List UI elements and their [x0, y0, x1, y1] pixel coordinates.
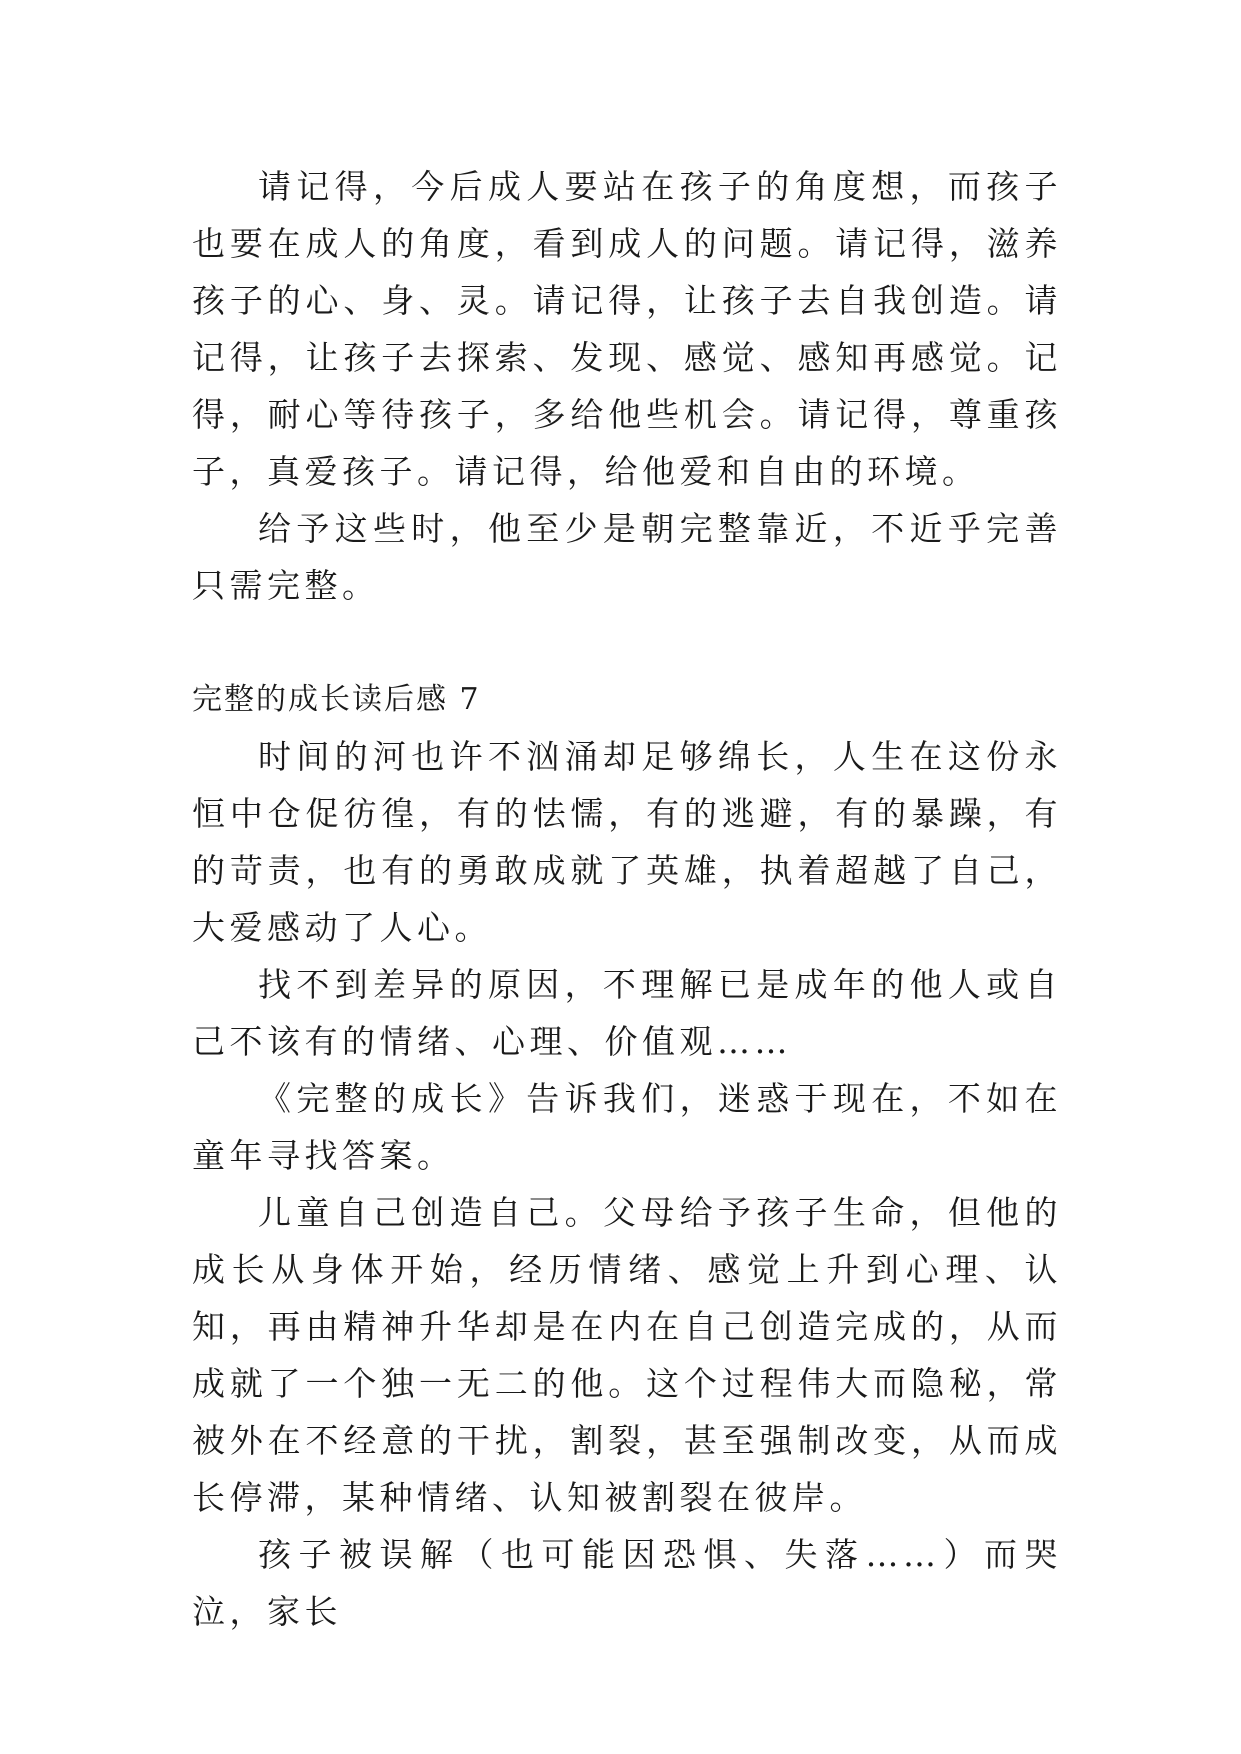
paragraph: 请记得，今后成人要站在孩子的角度想，而孩子也要在成人的角度，看到成人的问题。请记得，滋养孩子的心、身、灵。请记得，让孩子去自我创造。请记得，让孩子去探索、发现、感觉、感知再感觉。记得，耐心等待孩子，多给他些机会。请记得，尊重孩子，真爱孩子。请记得，给他爱和自由的环境。 — [192, 167, 1062, 491]
paragraph: 孩子被误解（也可能因恐惧、失落……）而哭泣，家长 — [192, 1535, 1062, 1631]
paragraph: 儿童自己创造自己。父母给予孩子生命，但他的成长从身体开始，经历情绪、感觉上升到心理、认知，再由精神升华却是在内在自己创造完成的，从而成就了一个独一无二的他。这个过程伟大而隐秘，常被外在不经意的干扰，割裂，甚至强制改变，从而成长停滞，某种情绪、认知被割裂在彼岸。 — [192, 1193, 1062, 1517]
document-body — [192, 158, 1062, 1640]
paragraph: 时间的河也许不汹涌却足够绵长，人生在这份永恒中仓促彷徨，有的怯懦，有的逃避，有的暴躁，有的苛责，也有的勇敢成就了英雄，执着超越了自己，大爱感动了人心。 — [192, 737, 1062, 947]
paragraph: 找不到差异的原因，不理解已是成年的他人或自己不该有的情绪、心理、价值观…… — [192, 965, 1062, 1061]
section-title: 完整的成长读后感 7 — [192, 682, 481, 717]
paragraph: 给予这些时，他至少是朝完整靠近，不近乎完善只需完整。 — [192, 509, 1062, 605]
paragraph: 《完整的成长》告诉我们，迷惑于现在，不如在童年寻找答案。 — [192, 1079, 1062, 1175]
